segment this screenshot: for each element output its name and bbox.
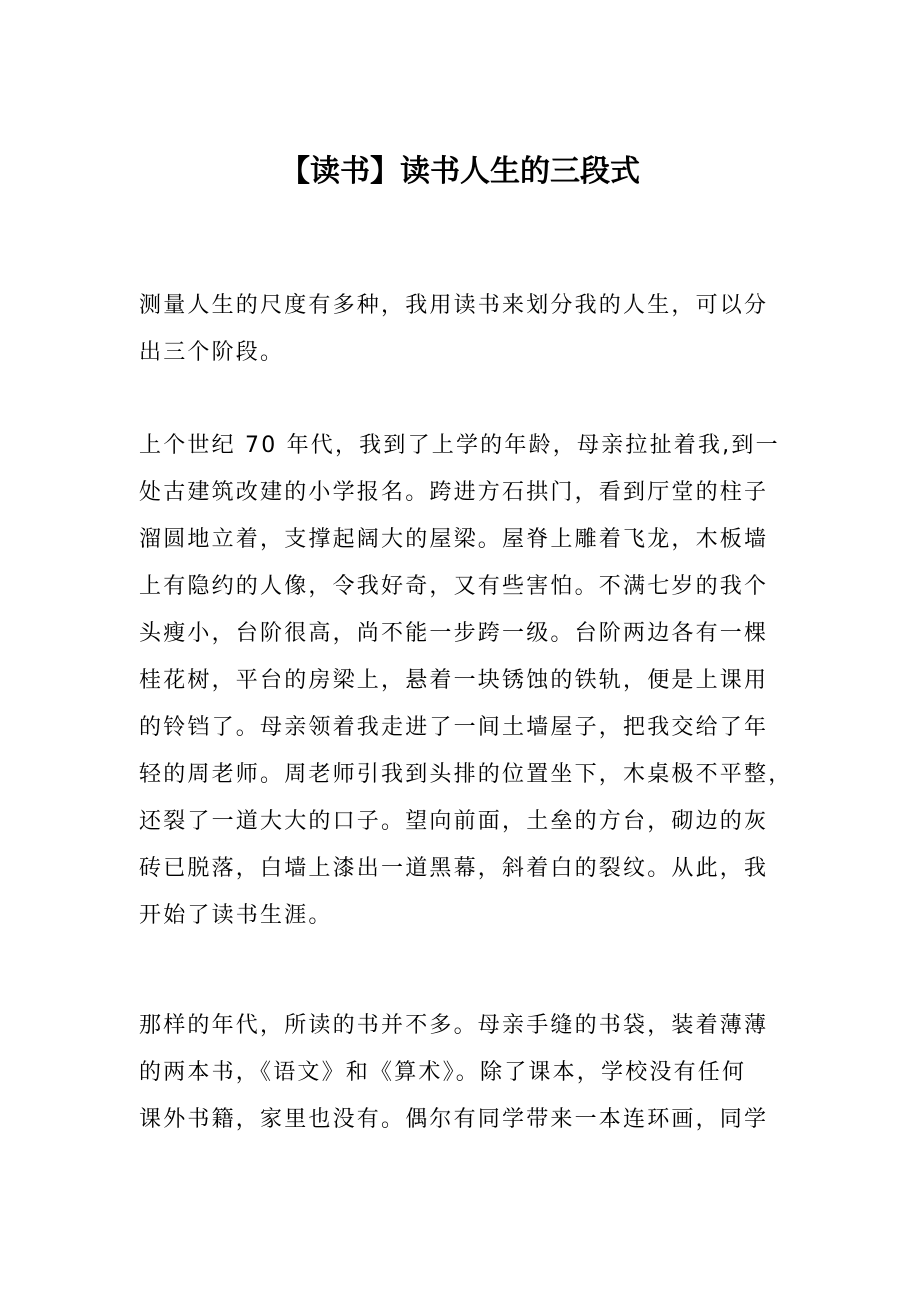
paragraph-1 [139,282,789,376]
paragraph-line: 砖已脱落，白墙上漆出一道黑幕，斜着白的裂纹。从此，我 [139,856,769,881]
paragraph-line: 课外书籍，家里也没有。偶尔有同学带来一本连环画，同学 [139,1107,769,1132]
paragraph-line: 轻的周老师。周老师引我到头排的位置坐下，木桌极不平整， [139,762,793,787]
paragraph-3 [139,1002,789,1143]
paragraph-line: 还裂了一道大大的口子。望向前面，土垒的方台，砌边的灰 [139,809,769,834]
paragraph-line: 处古建筑改建的小学报名。跨进方石拱门，看到厅堂的柱子 [139,480,769,505]
paragraph-2 [139,422,793,939]
paragraph-line: 测量人生的尺度有多种，我用读书来划分我的人生，可以分 [139,293,769,318]
paragraph-line: 头瘦小，台阶很高，尚不能一步跨一级。台阶两边各有一棵 [139,621,769,646]
paragraph-line: 桂花树，平台的房梁上，悬着一块锈蚀的铁轨，便是上课用 [139,668,769,693]
document-title: 【读书】读书人生的三段式 [280,154,640,189]
paragraph-line: 的两本书，《语文》和《算术》。除了课本，学校没有任何 [139,1060,747,1085]
paragraph-line: 溜圆地立着，支撑起阔大的屋梁。屋脊上雕着飞龙，木板墙 [139,527,769,552]
paragraph-line: 开始了读书生涯。 [139,903,333,928]
paragraph-line: 上个世纪 70 年代，我到了上学的年龄，母亲拉扯着我,到一 [139,433,780,458]
paragraph-line: 的铃铛了。母亲领着我走进了一间土墙屋子，把我交给了年 [139,715,769,740]
paragraph-line: 那样的年代，所读的书并不多。母亲手缝的书袋，装着薄薄 [139,1013,769,1038]
paragraph-line: 上有隐约的人像，令我好奇，又有些害怕。不满七岁的我个 [139,574,769,599]
paragraph-line: 出三个阶段。 [139,340,285,365]
